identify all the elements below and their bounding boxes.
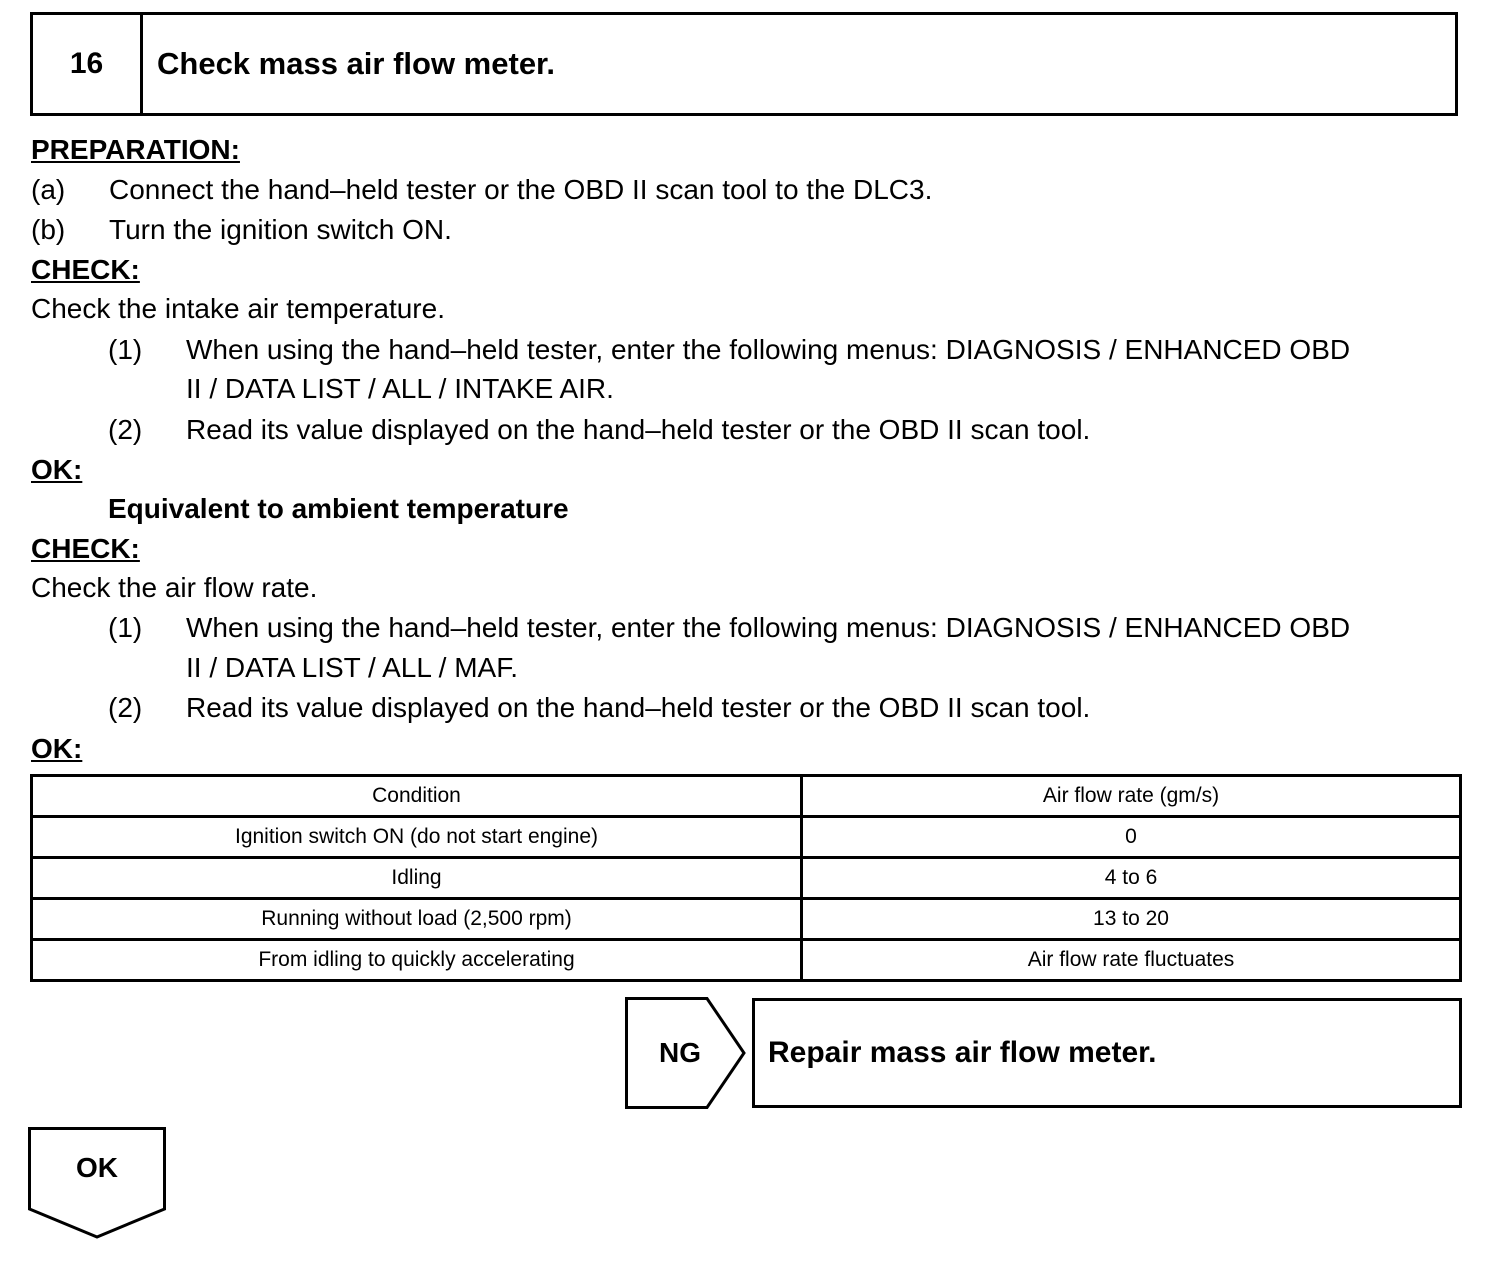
table-row [32, 940, 1461, 981]
check1-item-1-line1: When using the hand–held tester, enter the following menus: DIAGNOSIS / ENHANCED OBD [186, 334, 1351, 365]
check1-ok-heading: OK: [31, 454, 83, 485]
table-header-cell: Air flow rate (gm/s) [802, 776, 1461, 817]
table-cell: Air flow rate fluctuates [802, 940, 1461, 981]
table-row [32, 899, 1461, 940]
item-label: (b) [31, 214, 66, 245]
check2-ok-heading: OK: [31, 733, 83, 764]
item-label: (a) [31, 174, 66, 205]
preparation-heading: PREPARATION: [31, 134, 240, 165]
preparation-item-a [31, 170, 932, 210]
check2-item-1-label: (1) [108, 612, 143, 643]
check2-item-2-line1: Read its value displayed on the hand–held tester or the OBD II scan tool. [186, 692, 1091, 723]
table-cell: 13 to 20 [802, 899, 1461, 940]
table-header-row [32, 776, 1461, 817]
ng-label: NG [659, 1037, 701, 1068]
item-text: Turn the ignition switch ON. [109, 214, 452, 245]
check1-intro: Check the intake air temperature. [31, 293, 445, 324]
ok-label: OK [76, 1152, 118, 1183]
check1-item-2-label: (2) [108, 414, 143, 445]
repair-action-box [752, 998, 1462, 1108]
check1-heading: CHECK: [31, 254, 140, 285]
step-number: 16 [33, 15, 143, 113]
check2-item-1-line1: When using the hand–held tester, enter the following menus: DIAGNOSIS / ENHANCED OBD [186, 612, 1351, 643]
table-cell: Running without load (2,500 rpm) [32, 899, 802, 940]
repair-action-text: Repair mass air flow meter. [768, 1036, 1157, 1069]
table-cell: From idling to quickly accelerating [32, 940, 802, 981]
step-title: Check mass air flow meter. [157, 46, 556, 81]
table-cell: 4 to 6 [802, 858, 1461, 899]
check2-intro: Check the air flow rate. [31, 572, 318, 603]
table-cell: Ignition switch ON (do not start engine) [32, 817, 802, 858]
table-row [32, 858, 1461, 899]
check1-item-1-line2: II / DATA LIST / ALL / INTAKE AIR. [186, 373, 614, 404]
check2-heading: CHECK: [31, 533, 140, 564]
step-header [30, 12, 1458, 116]
air-flow-table [30, 774, 1462, 982]
check2-item-1-line2: II / DATA LIST / ALL / MAF. [186, 652, 518, 683]
check2-item-2-label: (2) [108, 692, 143, 723]
table-cell: 0 [802, 817, 1461, 858]
check1-item-2-line1: Read its value displayed on the hand–held tester or the OBD II scan tool. [186, 414, 1091, 445]
table-cell: Idling [32, 858, 802, 899]
check1-item-1-label: (1) [108, 334, 143, 365]
table-header-cell: Condition [32, 776, 802, 817]
table-row [32, 817, 1461, 858]
preparation-item-b [31, 210, 452, 250]
item-text: Connect the hand–held tester or the OBD II scan tool to the DLC3. [109, 174, 933, 205]
check1-ok-value: Equivalent to ambient temperature [108, 493, 569, 524]
